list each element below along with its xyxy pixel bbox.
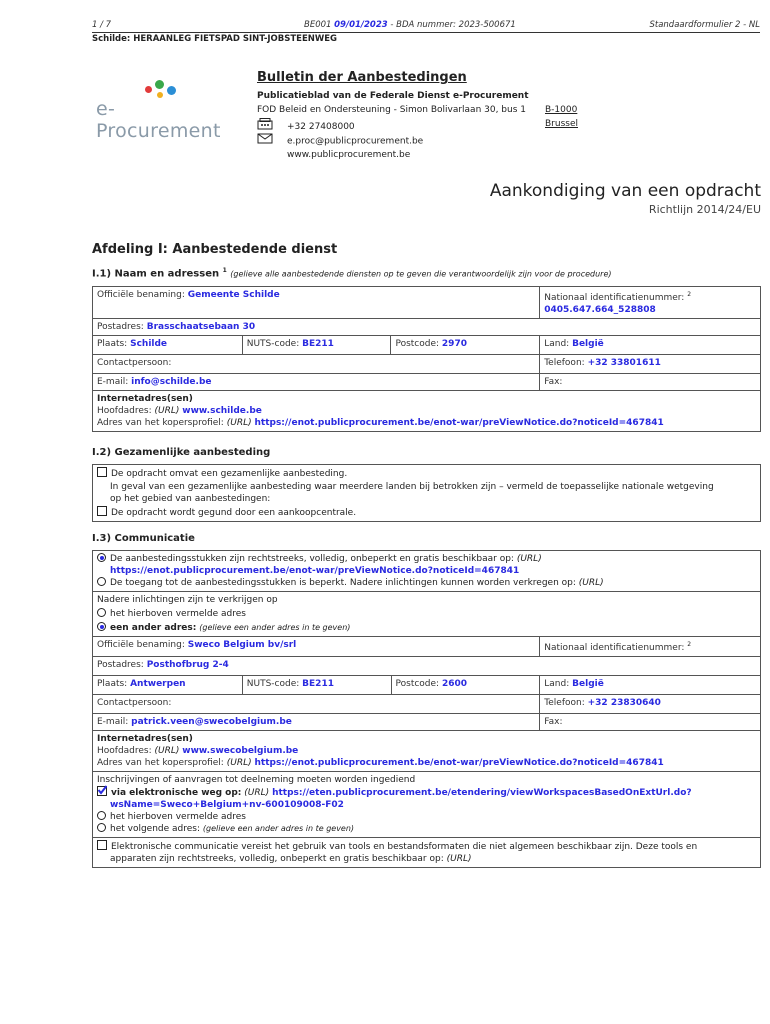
postcode-cell: Postcode: 2970 [391,336,540,355]
logo-text: e-Procurement [96,98,221,142]
national-id-value: 0405.647.664_528808 [544,305,656,315]
national-id-cell: Nationaal identificatienummer: $^2$ 0405.647.664_528808 [540,287,761,319]
documents-restricted-radio[interactable] [97,577,106,586]
publisher-block [257,70,578,163]
country-cell: Land: België [540,676,761,695]
document-subtitle: Richtlijn 2014/24/EU [648,203,761,216]
communication-table [92,550,761,868]
document-title: Aankondiging van een opdracht [489,181,761,201]
fax-cell: Fax: [540,374,761,391]
official-name-cell: Officiële benaming: Gemeente Schilde [93,287,540,319]
notice-reference: BE001 09/01/2023 - BDA nummer: 2023-500671 [304,20,516,30]
section-heading: Afdeling I: Aanbestedende dienst [92,242,338,257]
documents-access-cell: De aanbestedingsstukken zijn rechtstreeks, volledig, onbeperkt en gratis beschikbaar op: (URL) https://enot.publicprocurement.be/enot-war/preViewNotice.do?noticeId=467841 De toegang tot de aanbestedingsstukken is beperkt. Nadere inlichtingen kunnen worden verkregen op: (URL) [93,551,761,592]
contact-person-cell: Contactpersoon: [93,355,540,374]
publisher-zip: B-1000 Brussel [545,105,578,129]
central-purchasing-checkbox[interactable] [97,506,107,516]
notice-subject: Schilde: HERAANLEG FIETSPAD SINT-JOBSTEENWEG [92,32,760,44]
nuts-cell: NUTS-code: BE211 [242,336,391,355]
electronic-submission-checkbox[interactable] [97,786,107,796]
info-above-address-radio[interactable] [97,608,106,617]
heading-communication: I.3) Communicatie [92,533,195,544]
contact-person-cell: Contactpersoon: [93,695,540,714]
submit-above-address-radio[interactable] [97,811,106,820]
joint-procurement-table: De opdracht omvat een gezamenlijke aanbesteding. In geval van een gezamenlijke aanbesteding waar meerdere landen bij betrokken zijn – vermeld de toepasselijke nationale wetgeving op het gebied van aanbestedingen: De opdracht wordt gegund door een aankoopcentrale. [92,464,761,522]
postal-address-cell: Postadres: Posthofbrug 2-4 [93,657,761,676]
fax-cell: Fax: [540,714,761,731]
e-procurement-logo [96,78,224,142]
publisher-title: Bulletin der Aanbestedingen [257,70,467,85]
publisher-address: FOD Beleid en Ondersteuning - Simon Bolivarlaan 30, bus 1 [257,105,527,115]
email-cell: E-mail: patrick.veen@swecobelgium.be [93,714,540,731]
phone-cell: Telefoon: +32 33801611 [540,355,761,374]
publisher-subtitle: Publicatieblad van de Federale Dienst e-Procurement [257,91,529,101]
country-cell: Land: België [540,336,761,355]
buyer-profile-link[interactable]: https://enot.publicprocurement.be/enot-war/preViewNotice.do?noticeId=467841 [254,418,664,428]
submission-cell: Inschrijvingen of aanvragen tot deelneming moeten worden ingediend via elektronische weg op: (URL) https://eten.publicprocurement.be/etendering/viewWorkspacesBasedOnExtUrl.do? wsName=Sweco+Belgium+nv-600109008-F02 het hierboven vermelde adres het volgende adres: (gelieve een ander adres in te geven) [93,772,761,838]
official-name-cell: Officiële benaming: Sweco Belgium bv/srl [93,637,540,657]
publisher-email[interactable]: e.proc@publicprocurement.be [287,136,424,147]
special-tools-checkbox[interactable] [97,840,107,850]
city-cell: Plaats: Antwerpen [93,676,243,695]
documents-url-link[interactable]: https://enot.publicprocurement.be/enot-war/preViewNotice.do?noticeId=467841 [110,566,520,576]
joint-procurement-checkbox[interactable] [97,467,107,477]
official-name-value: Gemeente Schilde [187,290,280,300]
documents-free-radio[interactable] [97,553,106,562]
further-info-cell: Nadere inlichtingen zijn te verkrijgen op het hierboven vermelde adres een ander adres: (gelieve een ander adres in te geven) [93,592,761,637]
submission-url-link[interactable]: https://eten.publicprocurement.be/etendering/viewWorkspacesBasedOnExtUrl.do? [272,788,692,798]
form-name: Standaardformulier 2 - NL [649,20,760,30]
envelope-icon [257,133,273,149]
postcode-cell: Postcode: 2600 [391,676,540,695]
info-other-address-radio[interactable] [97,622,106,631]
nuts-cell: NUTS-code: BE211 [242,676,391,695]
publisher-website[interactable]: www.publicprocurement.be [287,150,411,160]
internet-addresses-cell: Internetadres(sen) Hoofdadres: (URL) www.swecobelgium.be Adres van het kopersprofiel: (URL) https://enot.publicprocurement.be/enot-war/preViewNotice.do?noticeId=467841 [93,731,761,772]
phone-cell: Telefoon: +32 23830640 [540,695,761,714]
page-number: 1 / 7 [92,20,112,30]
internet-addresses-cell: Internetadres(sen) Hoofdadres: (URL) www.schilde.be Adres van het kopersprofiel: (URL) https://enot.publicprocurement.be/enot-war/preViewNotice.do?noticeId=467841 [93,391,761,432]
tools-cell: Elektronische communicatie vereist het gebruik van tools en bestandsformaten die niet algemeen beschikbaar zijn. Deze tools en apparaten zijn rechtstreeks, volledig, onbeperkt en gratis beschikbaar op: (URL) [93,838,761,868]
publication-date: 09/01/2023 [334,20,388,30]
postal-address-cell: Postadres: Brasschaatsebaan 30 [93,319,761,336]
national-id-cell: Nationaal identificatienummer: $^2$ [540,637,761,657]
buyer-profile-link[interactable]: https://enot.publicprocurement.be/enot-war/preViewNotice.do?noticeId=467841 [254,758,664,768]
heading-joint-procurement: I.2) Gezamenlijke aanbesteding [92,447,271,458]
submit-following-address-radio[interactable] [97,823,106,832]
publisher-phone: +32 27408000 [287,122,355,132]
heading-names-addresses: I.1) Naam en adressen $^1$ (gelieve alle aanbestedende diensten op te geven die verantwoordelijk zijn voor de procedure) [92,267,612,280]
main-address-link[interactable]: www.swecobelgium.be [182,746,299,756]
email-cell: E-mail: info@schilde.be [93,374,540,391]
city-cell: Plaats: Schilde [93,336,243,355]
contracting-authority-table [92,286,761,432]
main-address-link[interactable]: www.schilde.be [182,406,262,416]
